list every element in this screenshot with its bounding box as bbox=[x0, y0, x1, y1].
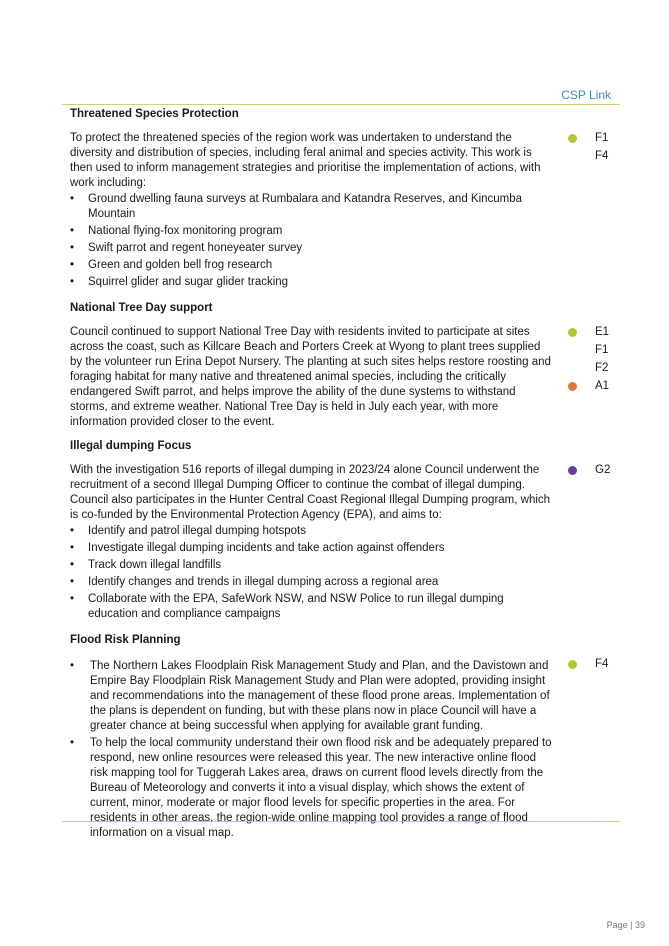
section-body bbox=[70, 131, 552, 290]
csp-link-row bbox=[568, 325, 628, 343]
section-national-tree-day bbox=[70, 300, 620, 430]
bullet-list bbox=[70, 524, 552, 622]
list-item: • The Northern Lakes Floodplain Risk Management Study and Plan, and the Davistown and Empire Bay Floodplain Risk Management Study and Plan were adopted, providing insight and recommendations into the management of these flood prone areas. Implementation of the plans is dependent on funding, but with these plans now in place Council will have a greater chance at being successful when applying for available grant funding. bbox=[70, 659, 552, 734]
section-flood-risk bbox=[70, 632, 620, 841]
csp-links bbox=[568, 131, 628, 167]
csp-code: F4 bbox=[595, 150, 609, 162]
page-number: Page | 39 bbox=[606, 920, 645, 930]
list-item: • Identify changes and trends in illegal dumping across a regional area bbox=[70, 575, 552, 590]
section-body bbox=[70, 659, 552, 841]
csp-link-row bbox=[568, 149, 628, 167]
csp-code: F1 bbox=[595, 344, 609, 356]
list-item: • Swift parrot and regent honeyeater survey bbox=[70, 241, 552, 256]
csp-code: F1 bbox=[595, 132, 609, 144]
csp-code: A1 bbox=[595, 380, 610, 392]
circle-icon bbox=[568, 382, 577, 391]
csp-link-row bbox=[568, 657, 628, 675]
list-item: • Collaborate with the EPA, SafeWork NSW, and NSW Police to run illegal dumping education and compliance campaigns bbox=[70, 592, 552, 622]
csp-code: F2 bbox=[595, 362, 609, 374]
list-item: • Identify and patrol illegal dumping hotspots bbox=[70, 524, 552, 539]
csp-link-row bbox=[568, 343, 628, 361]
csp-links bbox=[568, 463, 628, 481]
bottom-divider bbox=[62, 821, 620, 822]
section-heading: National Tree Day support bbox=[70, 302, 213, 314]
section-threatened-species bbox=[70, 106, 620, 290]
list-item: • Investigate illegal dumping incidents and take action against offenders bbox=[70, 541, 552, 556]
list-item: • To help the local community understand their own flood risk and be adequately prepared to respond, new online resources were released this year. The new interactive online flood risk mapping tool for Tuggerah Lakes area, draws on current flood levels directly from the Bureau of Meteorology and converts it into a visual display, which shows the extent of current, minor, moderate or major flood levels for specific properties in the area. For residents in other areas, the region-wide online mapping tool provides a range of flood information on a visual map. bbox=[70, 736, 552, 841]
section-body bbox=[70, 463, 552, 622]
list-item: • National flying-fox monitoring program bbox=[70, 224, 552, 239]
section-intro: Council continued to support National Tree Day with residents invited to participate at sites across the coast, such as Killcare Beach and Porters Creek at Wyong to plant trees supplied by the volunteer run Erina Depot Nursery. The planting at such sites helps restore roosting and foraging habitat for many native and threatened animal species, including the critically endangered Swift parrot, and helps improve the ability of the dune systems to withstand storms, and extreme weather. National Tree Day is held in July each year, with more information provided closer to the event. bbox=[70, 326, 551, 428]
csp-link-header: CSP Link bbox=[561, 88, 611, 102]
csp-link-row bbox=[568, 463, 628, 481]
section-intro: To protect the threatened species of the region work was undertaken to understand the diversity and distribution of species, including feral animal and species activity. This work is then used to inform management strategies and prioritise the implementation of actions, with work including: bbox=[70, 132, 541, 189]
csp-link-row bbox=[568, 131, 628, 149]
content bbox=[70, 106, 620, 843]
csp-link-row bbox=[568, 361, 628, 379]
circle-icon bbox=[568, 660, 577, 669]
list-item: • Green and golden bell frog research bbox=[70, 258, 552, 273]
section-heading: Flood Risk Planning bbox=[70, 634, 181, 646]
csp-code: F4 bbox=[595, 658, 609, 670]
circle-icon bbox=[568, 328, 577, 337]
section-heading: Illegal dumping Focus bbox=[70, 440, 192, 452]
circle-icon bbox=[568, 134, 577, 143]
circle-icon bbox=[568, 466, 577, 475]
section-body bbox=[70, 325, 552, 430]
section-illegal-dumping bbox=[70, 438, 620, 622]
csp-link-row bbox=[568, 379, 628, 397]
top-divider bbox=[62, 104, 620, 105]
csp-code: E1 bbox=[595, 326, 610, 338]
csp-links bbox=[568, 325, 628, 397]
list-item: • Track down illegal landfills bbox=[70, 558, 552, 573]
csp-links bbox=[568, 657, 628, 675]
section-heading: Threatened Species Protection bbox=[70, 108, 239, 120]
section-intro: With the investigation 516 reports of illegal dumping in 2023/24 alone Council underwent the recruitment of a second Illegal Dumping Officer to continue the combat of illegal dumping. Council also participates in the Hunter Central Coast Regional Illegal Dumping program, which is co-funded by the Environmental Protection Agency (EPA), and aims to: bbox=[70, 464, 551, 521]
list-item: • Squirrel glider and sugar glider tracking bbox=[70, 275, 552, 290]
bullet-list bbox=[70, 659, 552, 841]
list-item: • Ground dwelling fauna surveys at Rumbalara and Katandra Reserves, and Kincumba Mountain bbox=[70, 192, 552, 222]
bullet-list bbox=[70, 192, 552, 290]
csp-code: G2 bbox=[595, 464, 611, 476]
